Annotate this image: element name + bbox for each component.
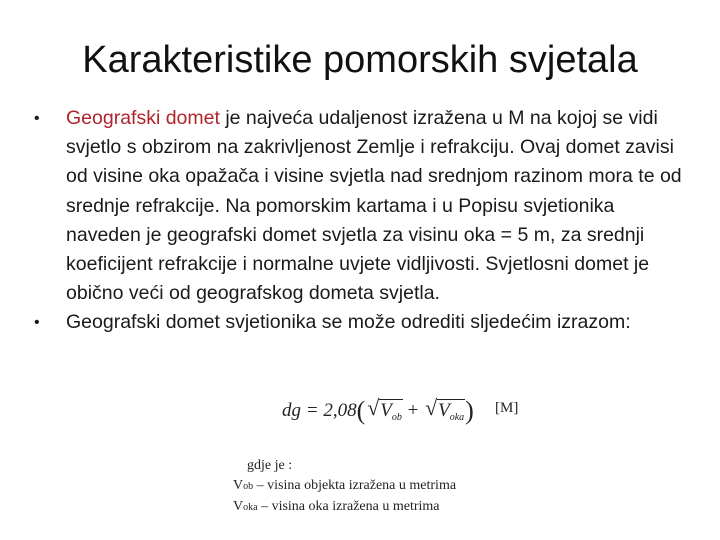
bullet-item bbox=[34, 308, 694, 337]
legend-row: Voka – visina oka izražena u metrima bbox=[233, 499, 440, 514]
bullet-item bbox=[34, 104, 694, 308]
bullet-text: je najveća udaljenost izražena u M na kojoj se vidi svjetlo s obzirom na zakrivljenost Zemlje i refrakciju. Ovaj domet zavisi od visine oka opažača i visine svjetla nad srednjom razinom mora te od srednje refrakcije. Na pomorskim kartama i u Popisu svjetionika naveden je geografski domet svjetla za visinu oka = 5 m, za srednji koeficijent refrakcije i normalne uvjete vidljivosti. Svjetlosni domet je obično veći od geografskog dometa svjetla. bbox=[66, 107, 682, 305]
sqrt-eye: √ $V_{oka}$ bbox=[425, 399, 465, 429]
formula-lhs: dg = 2,08 bbox=[282, 400, 357, 421]
formula-sub-eye: oka bbox=[449, 412, 465, 423]
bullet-text: Geografski domet svjetionika se može odrediti sljedećim izrazom: bbox=[66, 311, 631, 334]
formula-unit: [M] bbox=[495, 400, 519, 416]
formula-expression: dg = 2,08( √ $V_{ob}$ + √ $V_{oka}$) bbox=[282, 396, 474, 429]
slide-title: Karakteristike pomorskih svjetala bbox=[82, 39, 638, 81]
formula-legend bbox=[233, 456, 533, 518]
legend-row: Vob – visina objekta izražena u metrima bbox=[233, 478, 457, 493]
range-formula bbox=[282, 394, 542, 434]
formula-var-eye: V bbox=[438, 400, 450, 421]
legend-where: gdje je : bbox=[247, 458, 293, 473]
formula-var-object: V bbox=[380, 400, 392, 421]
bullet-dot-icon: • bbox=[34, 110, 40, 127]
bullet-dot-icon: • bbox=[34, 314, 40, 332]
bullet-list bbox=[34, 104, 694, 338]
formula-sub-object: ob bbox=[391, 412, 402, 423]
formula-plus: + bbox=[407, 400, 419, 421]
bullet-highlight: Geografski domet bbox=[66, 107, 220, 129]
sqrt-object: √ $V_{ob}$ bbox=[367, 399, 403, 429]
